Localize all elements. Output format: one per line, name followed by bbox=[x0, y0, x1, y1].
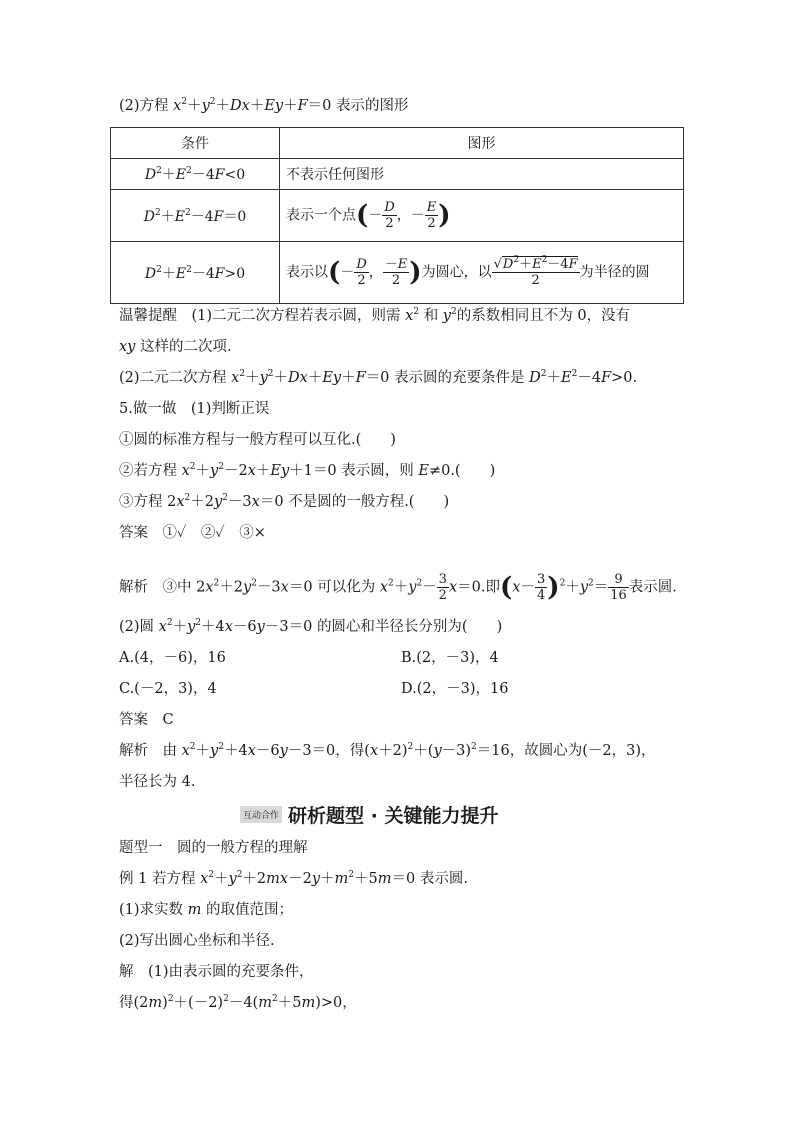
condition-cell: $D^2+E^2-4F<0$ bbox=[111, 159, 280, 190]
ex5-answer-2: 答案 C bbox=[119, 712, 174, 728]
option-b: B.(2，－3)，4 bbox=[401, 650, 499, 666]
ex5-solution: 解析 ③中 $2x^2+2y^2-3x=0$ 可以化为 $x^2+y^2-$ $\frac{3}{2}$ x＝0.即(x－ $\frac{3}{4}$ )$^2+y^2=$ $\frac{9}{16}$ 表示圆. bbox=[119, 572, 677, 603]
shape-cell: 表示一个点(－ $\frac{D}{2}$ ，－ $\frac{E}{2}$ ) bbox=[280, 190, 684, 242]
ex5-q4: (2)圆 $x^2+y^2+4x-6y-3=0$ 的圆心和半径长分别为( ) bbox=[119, 618, 503, 635]
options-row-2 bbox=[119, 679, 679, 699]
condition-cell: $D^2+E^2-4F>0$ bbox=[111, 242, 280, 304]
shape-cell: 不表示任何图形 bbox=[280, 159, 684, 190]
header-condition: 条件 bbox=[111, 128, 280, 159]
option-a: A.(4，－6)，16 bbox=[119, 650, 226, 666]
condition-cell: $D^2+E^2-4F=0$ bbox=[111, 190, 280, 242]
table-header-row bbox=[111, 128, 684, 159]
section-title: 研析题型 · 关键能力提升 bbox=[288, 805, 499, 827]
table-row bbox=[111, 242, 684, 304]
tip-line-3: (2)二元二次方程 $x^2+y^2+Dx+Ey+F=0$ 表示圆的充要条件是 $D^2+E^2-4F>0$. bbox=[119, 369, 638, 386]
equation-general: $x^2+y^2+Dx+Ey+F=0$ bbox=[173, 97, 332, 114]
example-1: 例 1 若方程 $x^2+y^2+2mx-2y+m^2+5m=0$ 表示圆. bbox=[119, 870, 468, 887]
example-1-q2: (2)写出圆心坐标和半径. bbox=[119, 933, 275, 949]
option-c: C.(－2，3)，4 bbox=[119, 681, 217, 697]
tip-line-2: xy 这样的二次项. bbox=[119, 339, 232, 355]
header-shape: 图形 bbox=[280, 128, 684, 159]
options-row-1 bbox=[119, 648, 679, 668]
example-1-q1: (1)求实数 m 的取值范围； bbox=[119, 902, 294, 918]
ex5-q1: ①圆的标准方程与一般方程可以互化.( ) bbox=[119, 432, 396, 448]
ex5-solution-2b: 半径长为 4. bbox=[119, 774, 196, 790]
intro-line: (2)方程 $x^2+y^2+Dx+Ey+F=0$ 表示的图形 bbox=[119, 97, 409, 114]
option-d: D.(2，－3)，16 bbox=[401, 681, 509, 697]
section-heading bbox=[240, 801, 498, 828]
ex5-q3: ③方程 $2x^2+2y^2-3x=0$ 不是圆的一般方程.( ) bbox=[119, 493, 450, 510]
table-row bbox=[111, 190, 684, 242]
tip-line-1: 温馨提醒 (1)二元二次方程若表示圆，则需 $x^2$ 和 $y^2$的系数相同且不为 0，没有 bbox=[119, 307, 631, 324]
section-tag: 互动合作 bbox=[240, 806, 282, 823]
ex5-answer: 答案 ①✓ ②✓ ③× bbox=[119, 525, 266, 541]
ex5-title: 5.做一做 (1)判断正误 bbox=[119, 401, 270, 417]
example-1-solution-2: 得$(2m)^2+(-2)^2-4(m^2+5m)>0$， bbox=[119, 994, 357, 1011]
ex5-q2: ②若方程 $x^2+y^2-2x+Ey+1=0$ 表示圆，则 E≠0.( ) bbox=[119, 462, 496, 479]
example-1-solution: 解 (1)由表示圆的充要条件， bbox=[119, 964, 314, 980]
table-row bbox=[111, 159, 684, 190]
shape-cell: 表示以(－ $\frac{D}{2}$ ， $\frac{-E}{2}$ )为圆心，以 $\frac{√D^2+E^2-4F}{2}$ 为半径的圆 bbox=[280, 242, 684, 304]
condition-table bbox=[110, 127, 684, 304]
type1-title: 题型一 圆的一般方程的理解 bbox=[119, 840, 308, 856]
ex5-solution-2: 解析 由 $x^2+y^2+4x-6y-3=0$，得$(x+2)^2+(y-3)^2=16$，故圆心为(－2，3)， bbox=[119, 742, 656, 759]
